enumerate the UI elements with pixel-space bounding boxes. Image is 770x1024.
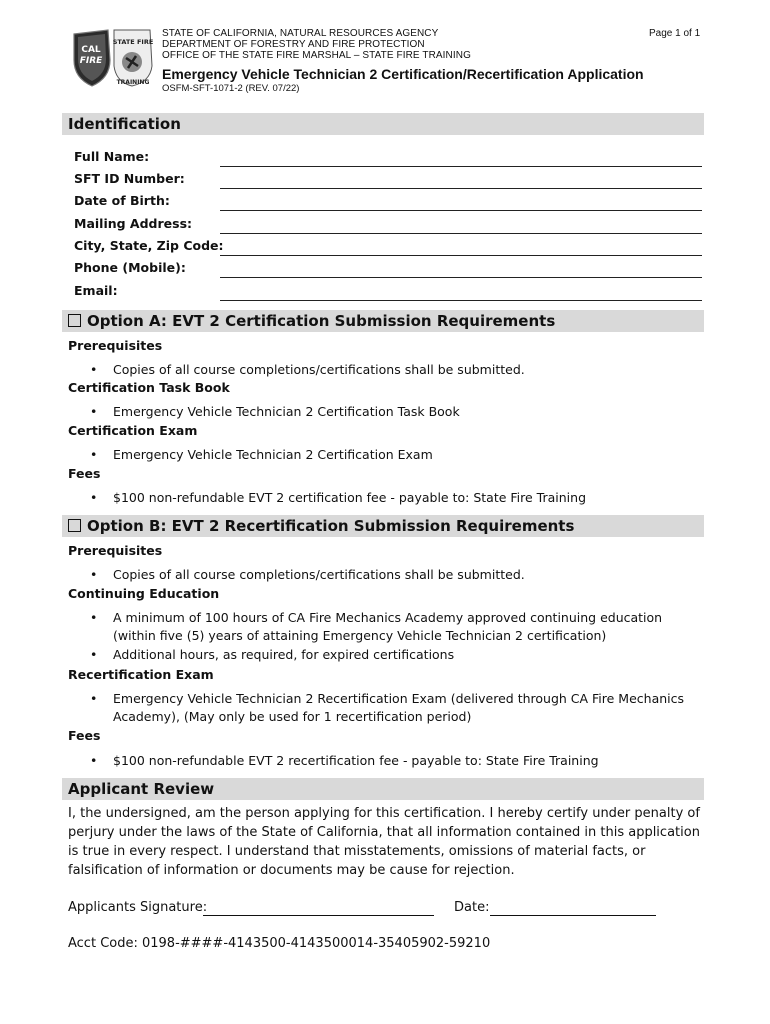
cal-fire-sft-logo [70, 26, 156, 88]
option-a-fees-title: Fees [68, 466, 101, 481]
mailing-address-label: Mailing Address: [74, 216, 193, 231]
form-header [162, 28, 644, 94]
email-field[interactable] [220, 299, 702, 301]
sft-id-field[interactable] [220, 187, 702, 189]
signature-label: Applicants Signature: [68, 900, 208, 915]
agency-name: STATE OF CALIFORNIA, NATURAL RESOURCES AGENCY [162, 28, 439, 39]
phone-field[interactable] [220, 276, 702, 278]
option-a-taskbook-title: Certification Task Book [68, 380, 230, 395]
date-field[interactable] [490, 914, 656, 916]
option-a-prereq-title: Prerequisites [68, 338, 163, 353]
page-number: Page 1 of 1 [649, 28, 701, 39]
signature-field[interactable] [203, 914, 434, 916]
svg-text:STATE FIRE: STATE FIRE [112, 38, 154, 46]
form-title: Emergency Vehicle Technician 2 Certification/Recertification Application [162, 66, 644, 82]
mailing-address-field[interactable] [220, 232, 702, 234]
option-b-fees-title: Fees [68, 728, 101, 743]
svg-text:CAL: CAL [81, 45, 101, 55]
identification-heading-band [62, 113, 704, 135]
dob-label: Date of Birth: [74, 193, 170, 208]
applicant-review-heading-band [62, 778, 704, 800]
certification-statement: I, the undersigned, am the person applying for this certification. I hereby certify under penalty of perjury under the laws of the State of California, that all information contained in this application is true in every respect. I understand that misstatements, omissions of material facts, or falsification of information or documents may be cause for rejection. [68, 806, 700, 878]
department-name: DEPARTMENT OF FORESTRY AND FIRE PROTECTION [162, 39, 425, 50]
city-state-zip-field[interactable] [220, 254, 702, 256]
identification-heading: Identification [68, 115, 181, 133]
sft-id-label: SFT ID Number: [74, 171, 185, 186]
option-b-prereq-title: Prerequisites [68, 543, 163, 558]
office-name: OFFICE OF THE STATE FIRE MARSHAL – STATE FIRE TRAINING [162, 50, 471, 61]
full-name-label: Full Name: [74, 149, 150, 164]
city-state-zip-label: City, State, Zip Code: [74, 238, 224, 253]
phone-label: Phone (Mobile): [74, 260, 186, 275]
account-code: Acct Code: 0198-####-4143500-4143500014-35405902-59210 [68, 936, 491, 951]
option-b-checkbox[interactable] [68, 519, 81, 532]
svg-text:TRAINING: TRAINING [116, 79, 150, 86]
option-a-checkbox[interactable] [68, 314, 81, 327]
option-b-ce-title: Continuing Education [68, 586, 220, 601]
svg-text:FIRE: FIRE [79, 56, 103, 66]
option-a-exam-title: Certification Exam [68, 423, 198, 438]
date-label: Date: [454, 900, 490, 915]
form-code: OSFM-SFT-1071-2 (REV. 07/22) [162, 83, 300, 94]
option-b-exam-title: Recertification Exam [68, 667, 214, 682]
option-b-heading: Option B: EVT 2 Recertification Submission Requirements [87, 517, 575, 535]
applicant-review-heading: Applicant Review [68, 780, 215, 798]
option-b-heading-band [62, 515, 704, 537]
option-a-heading-band [62, 310, 704, 332]
dob-field[interactable] [220, 209, 702, 211]
full-name-field[interactable] [220, 165, 702, 167]
option-a-heading: Option A: EVT 2 Certification Submission Requirements [87, 312, 556, 330]
email-label: Email: [74, 283, 118, 298]
